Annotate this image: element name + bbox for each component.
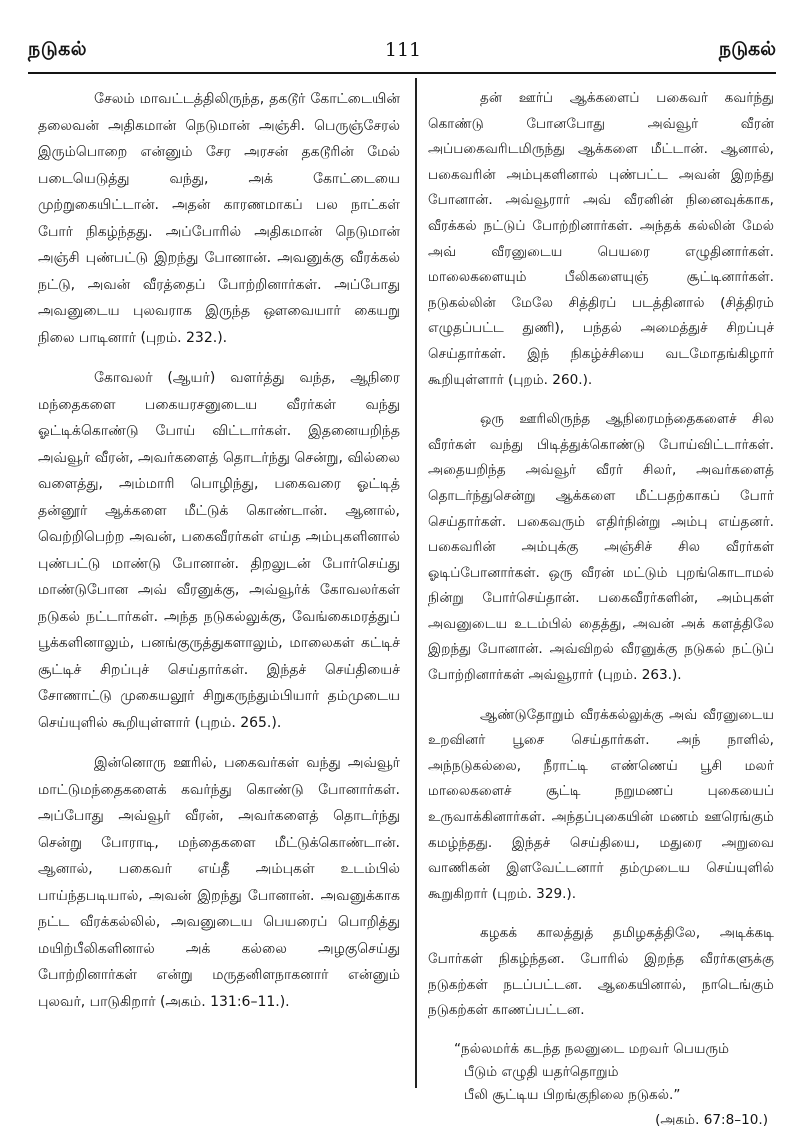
right-column xyxy=(428,86,774,1132)
paragraph-salem: சேலம் மாவட்டத்திலிருந்த, தகடூர் கோட்டையின் தலைவன் அதிகமான் நெடுமான் அஞ்சி. பெருஞ்சேரல் இரும்பொறை என்னும் சேர அரசன் தகடூரின் மேல் படையெடுத்து வந்து, அக் கோட்டையை முற்றுகையிட்டான். அதன் காரணமாகப் பல நாட்கள் போர் நிகழ்ந்தது. அப்போரில் அதிகமான் நெடுமான் அஞ்சி புண்பட்டு இறந்து போனான். அவனுக்கு வீரக்கல் நட்டு, அவன் வீரத்தைப் போற்றினார்கள். அப்போது அவனுடைய புலவராக இருந்த ஔவையார் கையறு நிலை பாடினார் (புறம். 232.). xyxy=(38,91,400,346)
page-header xyxy=(28,30,776,70)
column-divider xyxy=(415,78,417,1088)
header-rule xyxy=(28,72,776,74)
verse-line: பீடும் எழுதி யதர்தொறும் xyxy=(464,1063,619,1080)
verse-line: “நல்லமர்க் கடந்த நலனுடை மறவர் பெயரும் xyxy=(454,1040,730,1057)
verse-line: பீலி சூட்டிய பிறங்குநிலை நடுகல்.” xyxy=(464,1086,681,1103)
page-number: 111 xyxy=(384,39,422,61)
verse-quote xyxy=(454,1038,774,1107)
paragraph-sangam-age: கழகக் காலத்துத் தமிழகத்திலே, அடிக்கடி போர்கள் நிகழ்ந்தன. போரில் இறந்த வீரர்களுக்கு நடுகற்கள் நடப்பட்டன. ஆகையினால், நாடெங்கும் நடுகற்கள் காணப்பட்டன. xyxy=(428,925,774,1019)
running-title-left: நடுகல் xyxy=(28,37,88,60)
left-column xyxy=(38,86,400,1029)
verse-reference: (அகம். 67:8–10.) xyxy=(655,1111,768,1128)
paragraph-annual-worship: ஆண்டுதோறும் வீரக்கல்லுக்கு அவ் வீரனுடைய உறவினர் பூசை செய்தார்கள். அந் நாளில், அந்நடுகல்லை, நீராட்டி எண்ணெய் பூசி மலர் மாலைகளைச் சூட்டி நறுமணப் புகையைப் உருவாக்கினார்கள். அந்தப்புகையின் மணம் ஊரெங்கும் கமழ்ந்தது. இந்தச் செய்தியை, மதுரை அறுவை வாணிகன் இளவேட்டனார் தம்முடைய செய்யுளில் கூறுகிறார் (புறம். 329.). xyxy=(428,706,774,902)
paragraph-recovered-cattle: தன் ஊர்ப் ஆக்களைப் பகைவர் கவர்ந்து கொண்டு போனபோது அவ்வூர் வீரன் அப்பகைவரிடமிருந்து ஆக்களை மீட்டான். ஆனால், பகைவரின் அம்புகளினால் புண்பட்ட அவன் இறந்து போனான். அவ்வூரார் அவ் வீரனின் நினைவுக்காக, வீரக்கல் நட்டுப் போற்றினார்கள். அந்தக் கல்லின் மேல் அவ் வீரனுடைய பெயரை எழுதினார்கள். மாலைகளையும் பீலிகளையுஞ் சூட்டினார்கள். நடுகல்லின் மேலே சித்திரப் படத்தினால் (சித்திரம் எழுதப்பட்ட துணி), பந்தல் அமைத்துச் சிறப்புச் செய்தார்கள். இந் நிகழ்ச்சியை வடமோதங்கிழார் கூறியுள்ளார் (புறம். 260.). xyxy=(428,90,774,388)
paragraph-lone-hero: ஒரு ஊரிலிருந்த ஆநிரைமந்தைகளைச் சில வீரர்கள் வந்து பிடித்துக்கொண்டு போய்விட்டார்கள். அதையறிந்த அவ்வூர் வீரர் சிலர், அவர்களைத் தொடர்ந்துசென்று ஆக்களை மீட்பதற்காகப் போர் செய்தார்கள். பகைவரும் எதிர்நின்று அம்பு எய்தனர். பகைவரின் அம்புக்கு அஞ்சிச் சில வீரர்கள் ஓடிப்போனார்கள். ஒரு வீரன் மட்டும் புறங்கொடாமல் நின்று போர்செய்தான். பகைவீரர்களின், அம்புகள் அவனுடைய உடம்பில் தைத்து, அவன் அக் களத்திலே இறந்து போனான். அவ்விறல் வீரனுக்கு நடுகல் நட்டுப் போற்றினார்கள் அவ்வூரார் (புறம். 263.). xyxy=(428,411,774,684)
paragraph-kovalar: கோவலர் (ஆயர்) வளர்த்து வந்த, ஆநிரை மந்தைகளை பகையரசனுடைய வீரர்கள் வந்து ஓட்டிக்கொண்டு போய் விட்டார்கள். இதனையறிந்த அவ்வூர் வீரன், அவர்களைத் தொடர்ந்து சென்று, வில்லை வளைத்து, அம்மாரி பொழிந்து, பகைவரை ஓட்டித் தன்னூர் ஆக்களை மீட்டுக் கொண்டான். ஆனால், வெற்றிபெற்ற அவன், பகைவீரர்கள் எய்த அம்புகளினால் புண்பட்டு மாண்டு போனான். திறலுடன் போர்செய்து மாண்டுபோன அவ் வீரனுக்கு, அவ்வூர்க் கோவலர்கள் நடுகல் நட்டார்கள். அந்த நடுகல்லுக்கு, வேங்கைமரத்துப் பூக்களினாலும், பனங்குருத்துகளாலும், மாலைகள் கட்டிச் சூட்டிச் சிறப்புச் செய்தார்கள். இந்தச் செய்தியைச் சோணாட்டு முகையலூர் சிறுகருந்தும்பியார் தம்முடைய செய்யுளில் கூறியுள்ளார் (புறம். 265.). xyxy=(38,370,400,731)
running-title-right: நடுகல் xyxy=(718,37,776,60)
paragraph-another-village: இன்னொரு ஊரில், பகைவர்கள் வந்து அவ்வூர் மாட்டுமந்தைகளைக் கவர்ந்து கொண்டு போனார்கள். அப்போது அவ்வூர் வீரன், அவர்களைத் தொடர்ந்து சென்று போராடி, மந்தைகளை மீட்டுக்கொண்டான். ஆனால், பகைவர் எய்தீ அம்புகள் உடம்பில் பாய்ந்தபடியால், அவன் இறந்து போனான். அவனுக்காக நட்ட வீரக்கல்லில், அவனுடைய பெயரைப் பொறித்து மயிற்பீலிகளினால் அக் கல்லை அழகுசெய்து போற்றினார்கள் என்று மருதனிளநாகனார் என்னும் புலவர், பாடுகிறார் (அகம். 131:6–11.). xyxy=(38,755,400,1010)
